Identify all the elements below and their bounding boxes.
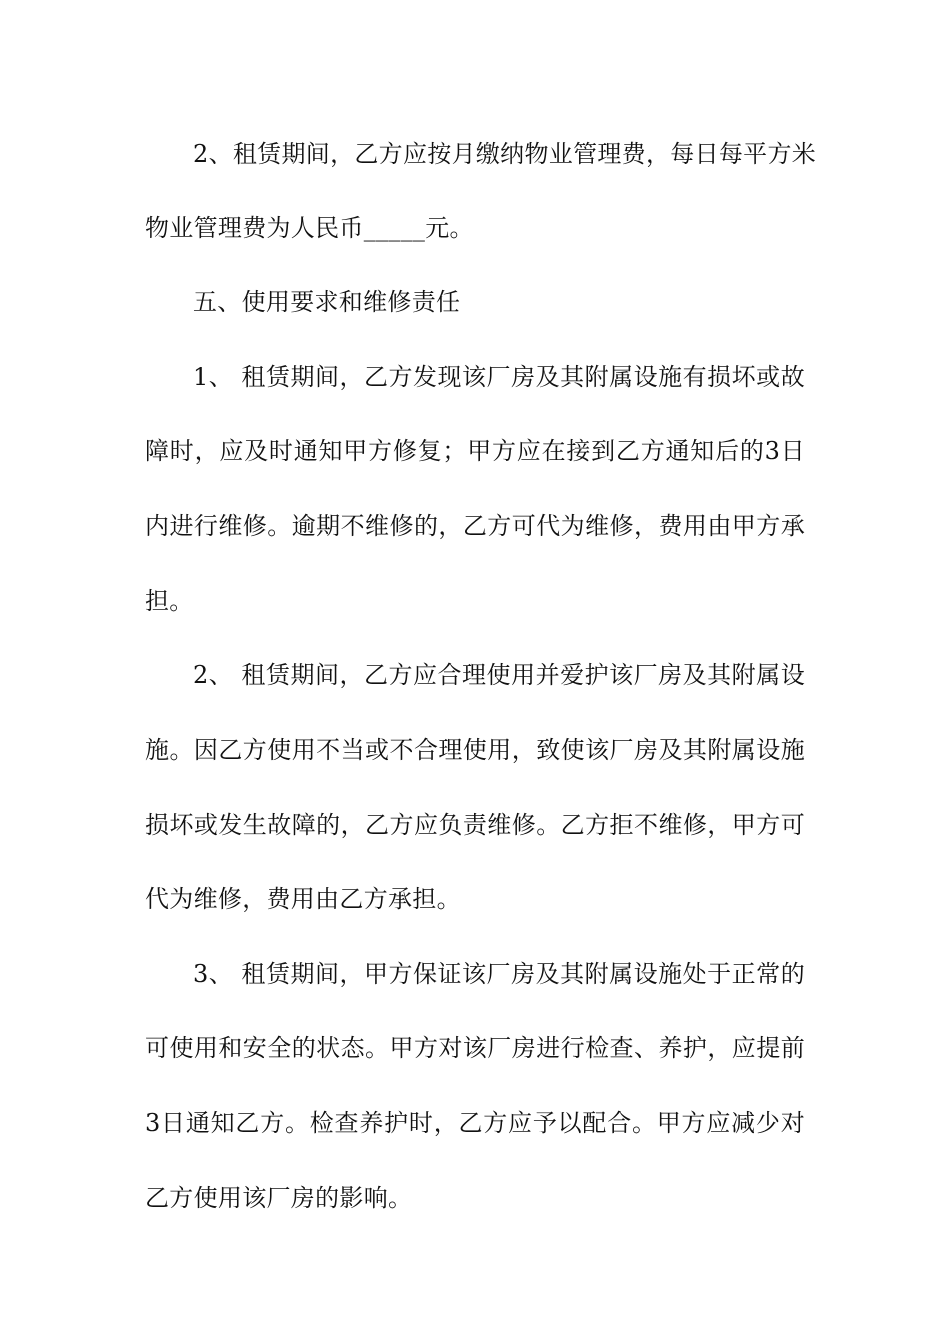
paragraph-line: 物业管理费为人民币_____元。 [145, 214, 474, 242]
paragraph-line: 乙方使用该厂房的影响。 [145, 1184, 413, 1212]
paragraph-line: 施。因乙方使用不当或不合理使用，致使该厂房及其附属设施 [145, 736, 805, 764]
paragraph-line: 3、 租赁期间，甲方保证该厂房及其附属设施处于正常的 [193, 960, 805, 988]
paragraph-line: 代为维修，费用由乙方承担。 [145, 885, 461, 913]
paragraph-line: 损坏或发生故障的，乙方应负责维修。乙方拒不维修，甲方可 [145, 811, 805, 839]
section-heading: 五、使用要求和维修责任 [193, 288, 461, 316]
paragraph-line: 2、租赁期间，乙方应按月缴纳物业管理费，每日每平方米 [193, 140, 817, 168]
paragraph-line: 2、 租赁期间，乙方应合理使用并爱护该厂房及其附属设 [193, 661, 805, 689]
paragraph-line: 可使用和安全的状态。甲方对该厂房进行检查、养护，应提前 [145, 1034, 805, 1062]
paragraph-line: 担。 [145, 587, 194, 615]
paragraph-line: 内进行维修。逾期不维修的，乙方可代为维修，费用由甲方承 [145, 512, 805, 540]
paragraph-line: 障时，应及时通知甲方修复；甲方应在接到乙方通知后的3日 [145, 437, 805, 465]
paragraph-line: 3日通知乙方。检查养护时，乙方应予以配合。甲方应减少对 [145, 1109, 805, 1137]
paragraph-line: 1、 租赁期间，乙方发现该厂房及其附属设施有损坏或故 [193, 363, 805, 391]
